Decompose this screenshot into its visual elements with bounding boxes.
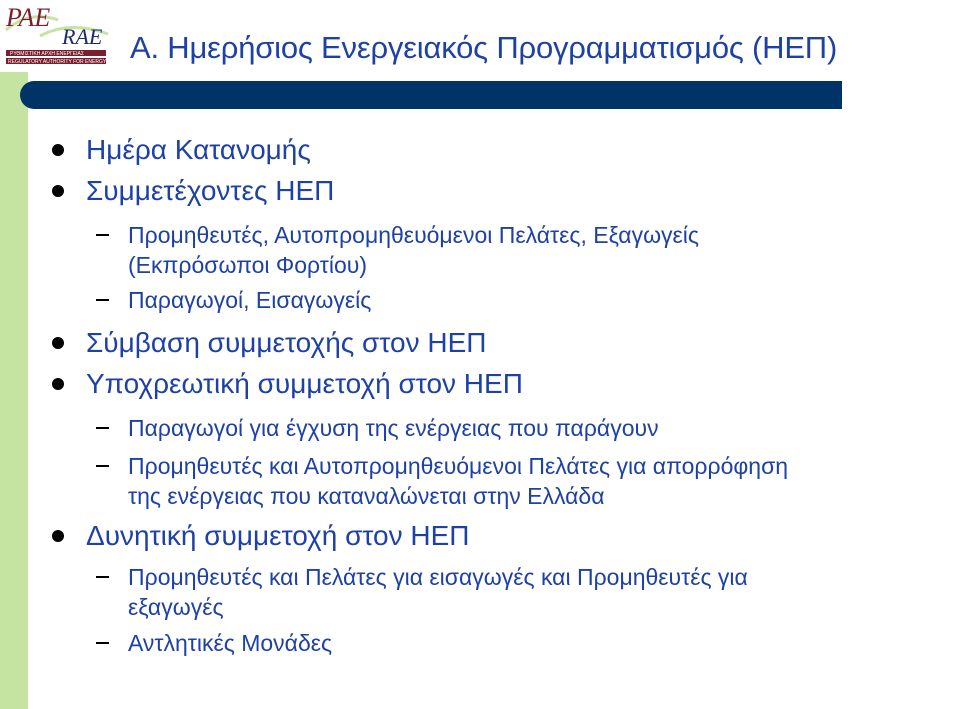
bullet-dot-icon — [52, 185, 64, 197]
bullet-dot-icon — [52, 378, 64, 390]
svg-text:PAE: PAE — [6, 3, 51, 32]
svg-text:REGULATORY AUTHORITY FOR ENERG: REGULATORY AUTHORITY FOR ENERGY — [8, 59, 107, 65]
dash-icon — [96, 576, 109, 578]
svg-text:RAE: RAE — [62, 24, 103, 49]
bullet-dot-icon — [52, 337, 64, 349]
svg-text:ΡΥΘΜΙΣΤΙΚΗ ΑΡΧΗ ΕΝΕΡΓΕΙΑΣ: ΡΥΘΜΙΣΤΙΚΗ ΑΡΧΗ ΕΝΕΡΓΕΙΑΣ — [10, 51, 84, 57]
bullet-dot-icon — [52, 530, 64, 542]
bullet-dot-icon — [52, 144, 64, 156]
dash-icon — [96, 642, 109, 644]
dash-icon — [96, 465, 109, 467]
dash-icon — [96, 427, 109, 429]
dash-icon — [96, 299, 109, 301]
page-title: Α. Ημερήσιος Ενεργειακός Προγραμματισμός (ΗΕΠ) — [130, 30, 838, 65]
dash-icon — [96, 234, 109, 236]
bullet-list: Ημέρα Κατανομής Συμμετέχοντες ΗΕΠ Προμηθευτές, Αυτοπρομηθευόμενοι Πελάτες, Εξαγωγείς (Εκπρόσωποι Φορτίου) Παραγωγοί, Εισαγωγείς Σύμβαση συμμετοχής στον ΗΕΠ Υποχρεωτική συμμετοχή στον ΗΕΠ Παραγωγοί για έγχυση της ενέργειας που παράγουν Προμηθευτές και Αυτοπρομηθευόμενοι Πελάτες για απορρόφηση της ενέργειας που καταναλώνεται στην Ελλάδα Δυνητική συμμετοχή στον ΗΕΠ Προμηθευτές και Πελάτες για εισαγωγές και Προμηθευτές για εξαγωγές Αντλητικές Μονάδες — [0, 0, 960, 709]
